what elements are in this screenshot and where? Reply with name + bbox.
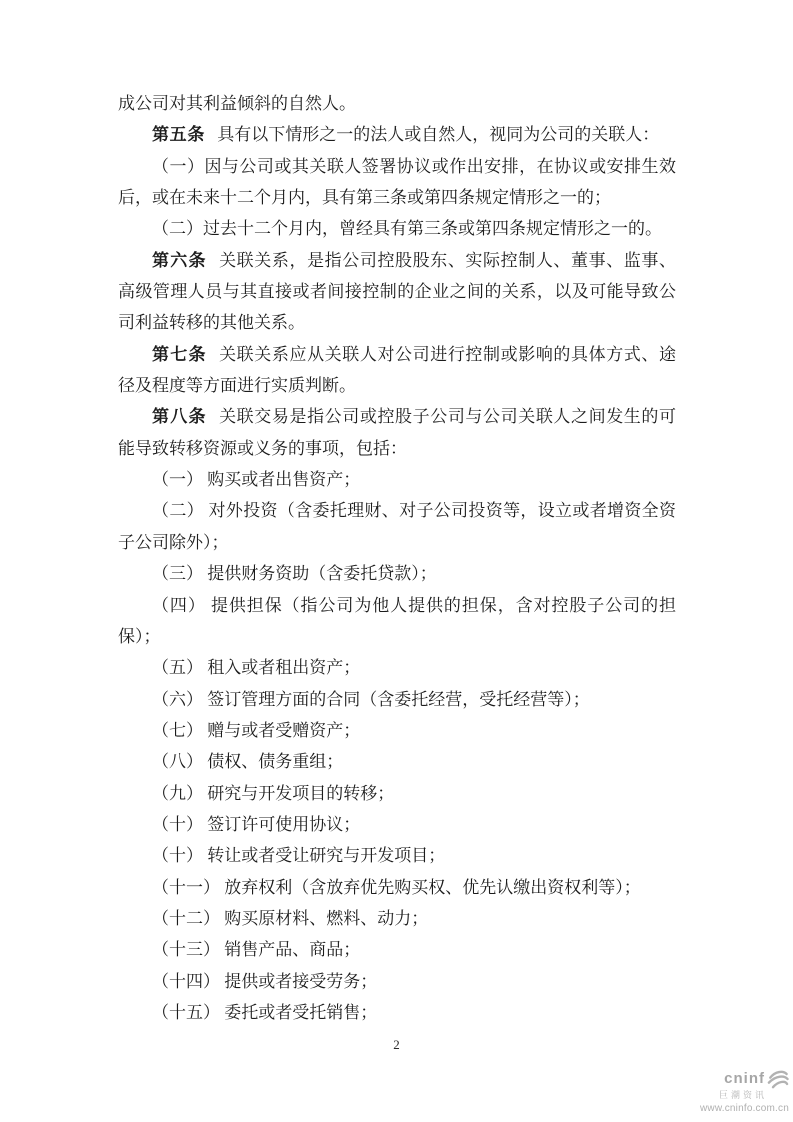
- paragraph-text: （八） 债权、债务重组；: [152, 752, 344, 772]
- paragraph-text: 成公司对其利益倾斜的自然人。: [118, 94, 356, 113]
- article-paragraph: [118, 401, 676, 464]
- list-item-paragraph: [118, 966, 676, 997]
- list-item-paragraph: [118, 903, 676, 934]
- cninfo-swirl-icon: [767, 1069, 789, 1089]
- paragraph-text: （十三） 销售产品、商品；: [152, 940, 361, 960]
- cninfo-brand-text: cninf: [724, 1070, 765, 1087]
- document-body: [118, 88, 676, 1028]
- list-item-paragraph: [118, 746, 676, 777]
- article-text: 关联关系应从关联人对公司进行控制或影响的具体方式、途径及程度等方面进行实质判断。: [118, 344, 677, 396]
- paragraph-text: （十） 转让或者受让研究与开发项目；: [152, 846, 446, 866]
- list-item-paragraph: [118, 495, 676, 558]
- paragraph-text: （五） 租入或者租出资产；: [152, 658, 361, 678]
- list-item-paragraph: [118, 213, 676, 244]
- paragraph-text: （十一） 放弃权利（含放弃优先购买权、优先认缴出资权利等）；: [152, 877, 641, 897]
- paragraph-text: （九） 研究与开发项目的转移；: [152, 783, 395, 803]
- list-item-paragraph: [118, 590, 676, 653]
- cninfo-logo-row: [724, 1069, 789, 1089]
- list-item-paragraph: [118, 872, 676, 903]
- list-item-paragraph: [118, 809, 676, 840]
- article-paragraph: [118, 339, 676, 402]
- list-item-paragraph: [118, 652, 676, 683]
- article-paragraph: [118, 245, 676, 339]
- paragraph-text: （十二） 购买原材料、燃料、动力；: [152, 908, 429, 928]
- list-item-paragraph: [118, 151, 676, 214]
- article-text: 具有以下情形之一的法人或自然人，视同为公司的关联人：: [217, 125, 660, 145]
- paragraph-text: （七） 赠与或者受赠资产；: [152, 720, 361, 740]
- article-text: 关联交易是指公司或控股子公司与公司关联人之间发生的可能导致转移资源或义务的事项，包括：: [118, 407, 677, 458]
- article-number: 第五条: [152, 125, 206, 145]
- paragraph-text: （十） 签订许可使用协议；: [152, 814, 361, 834]
- cninfo-url: www.cninfo.com.cn: [700, 1103, 789, 1114]
- paragraph-text: （十四） 提供或者接受劳务；: [152, 971, 378, 991]
- list-item-paragraph: [118, 715, 676, 746]
- paragraph-text: （一） 购买或者出售资产；: [152, 470, 361, 490]
- cninfo-logo: [700, 1069, 789, 1114]
- paragraph-text: （一）因与公司或其关联人签署协议或作出安排，在协议或安排生效后，或在未来十二个月内，具有第三条或第四条规定情形之一的；: [118, 156, 676, 208]
- article-number: 第六条: [152, 250, 207, 270]
- paragraph-text: （三） 提供财务资助（含委托贷款）；: [152, 564, 437, 584]
- page-number: 2: [393, 1037, 400, 1052]
- paragraph-text: （十五） 委托或者受托销售；: [152, 1002, 378, 1022]
- list-item-paragraph: [118, 684, 676, 715]
- article-number: 第八条: [152, 407, 207, 427]
- list-item-paragraph: [118, 464, 676, 495]
- list-item-paragraph: [118, 778, 676, 809]
- continuation-paragraph: [118, 88, 676, 119]
- list-item-paragraph: [118, 558, 676, 589]
- article-text: 关联关系，是指公司控股股东、实际控制人、董事、监事、高级管理人员与其直接或者间接控制的企业之间的关系，以及可能导致公司利益转移的其他关系。: [118, 250, 677, 333]
- cninfo-chinese-name: 巨潮资讯: [718, 1090, 767, 1100]
- paragraph-text: （二） 对外投资（含委托理财、对子公司投资等，设立或者增资全资子公司除外）；: [118, 501, 676, 552]
- list-item-paragraph: [118, 997, 676, 1028]
- paragraph-text: （四） 提供担保（指公司为他人提供的担保，含对控股子公司的担保）；: [118, 595, 676, 646]
- paragraph-text: （二）过去十二个月内，曾经具有第三条或第四条规定情形之一的。: [152, 219, 662, 239]
- article-paragraph: [118, 119, 676, 150]
- list-item-paragraph: [118, 840, 676, 871]
- paragraph-text: （六） 签订管理方面的合同（含委托经营，受托经营等）；: [152, 689, 590, 709]
- article-number: 第七条: [152, 344, 207, 364]
- list-item-paragraph: [118, 934, 676, 965]
